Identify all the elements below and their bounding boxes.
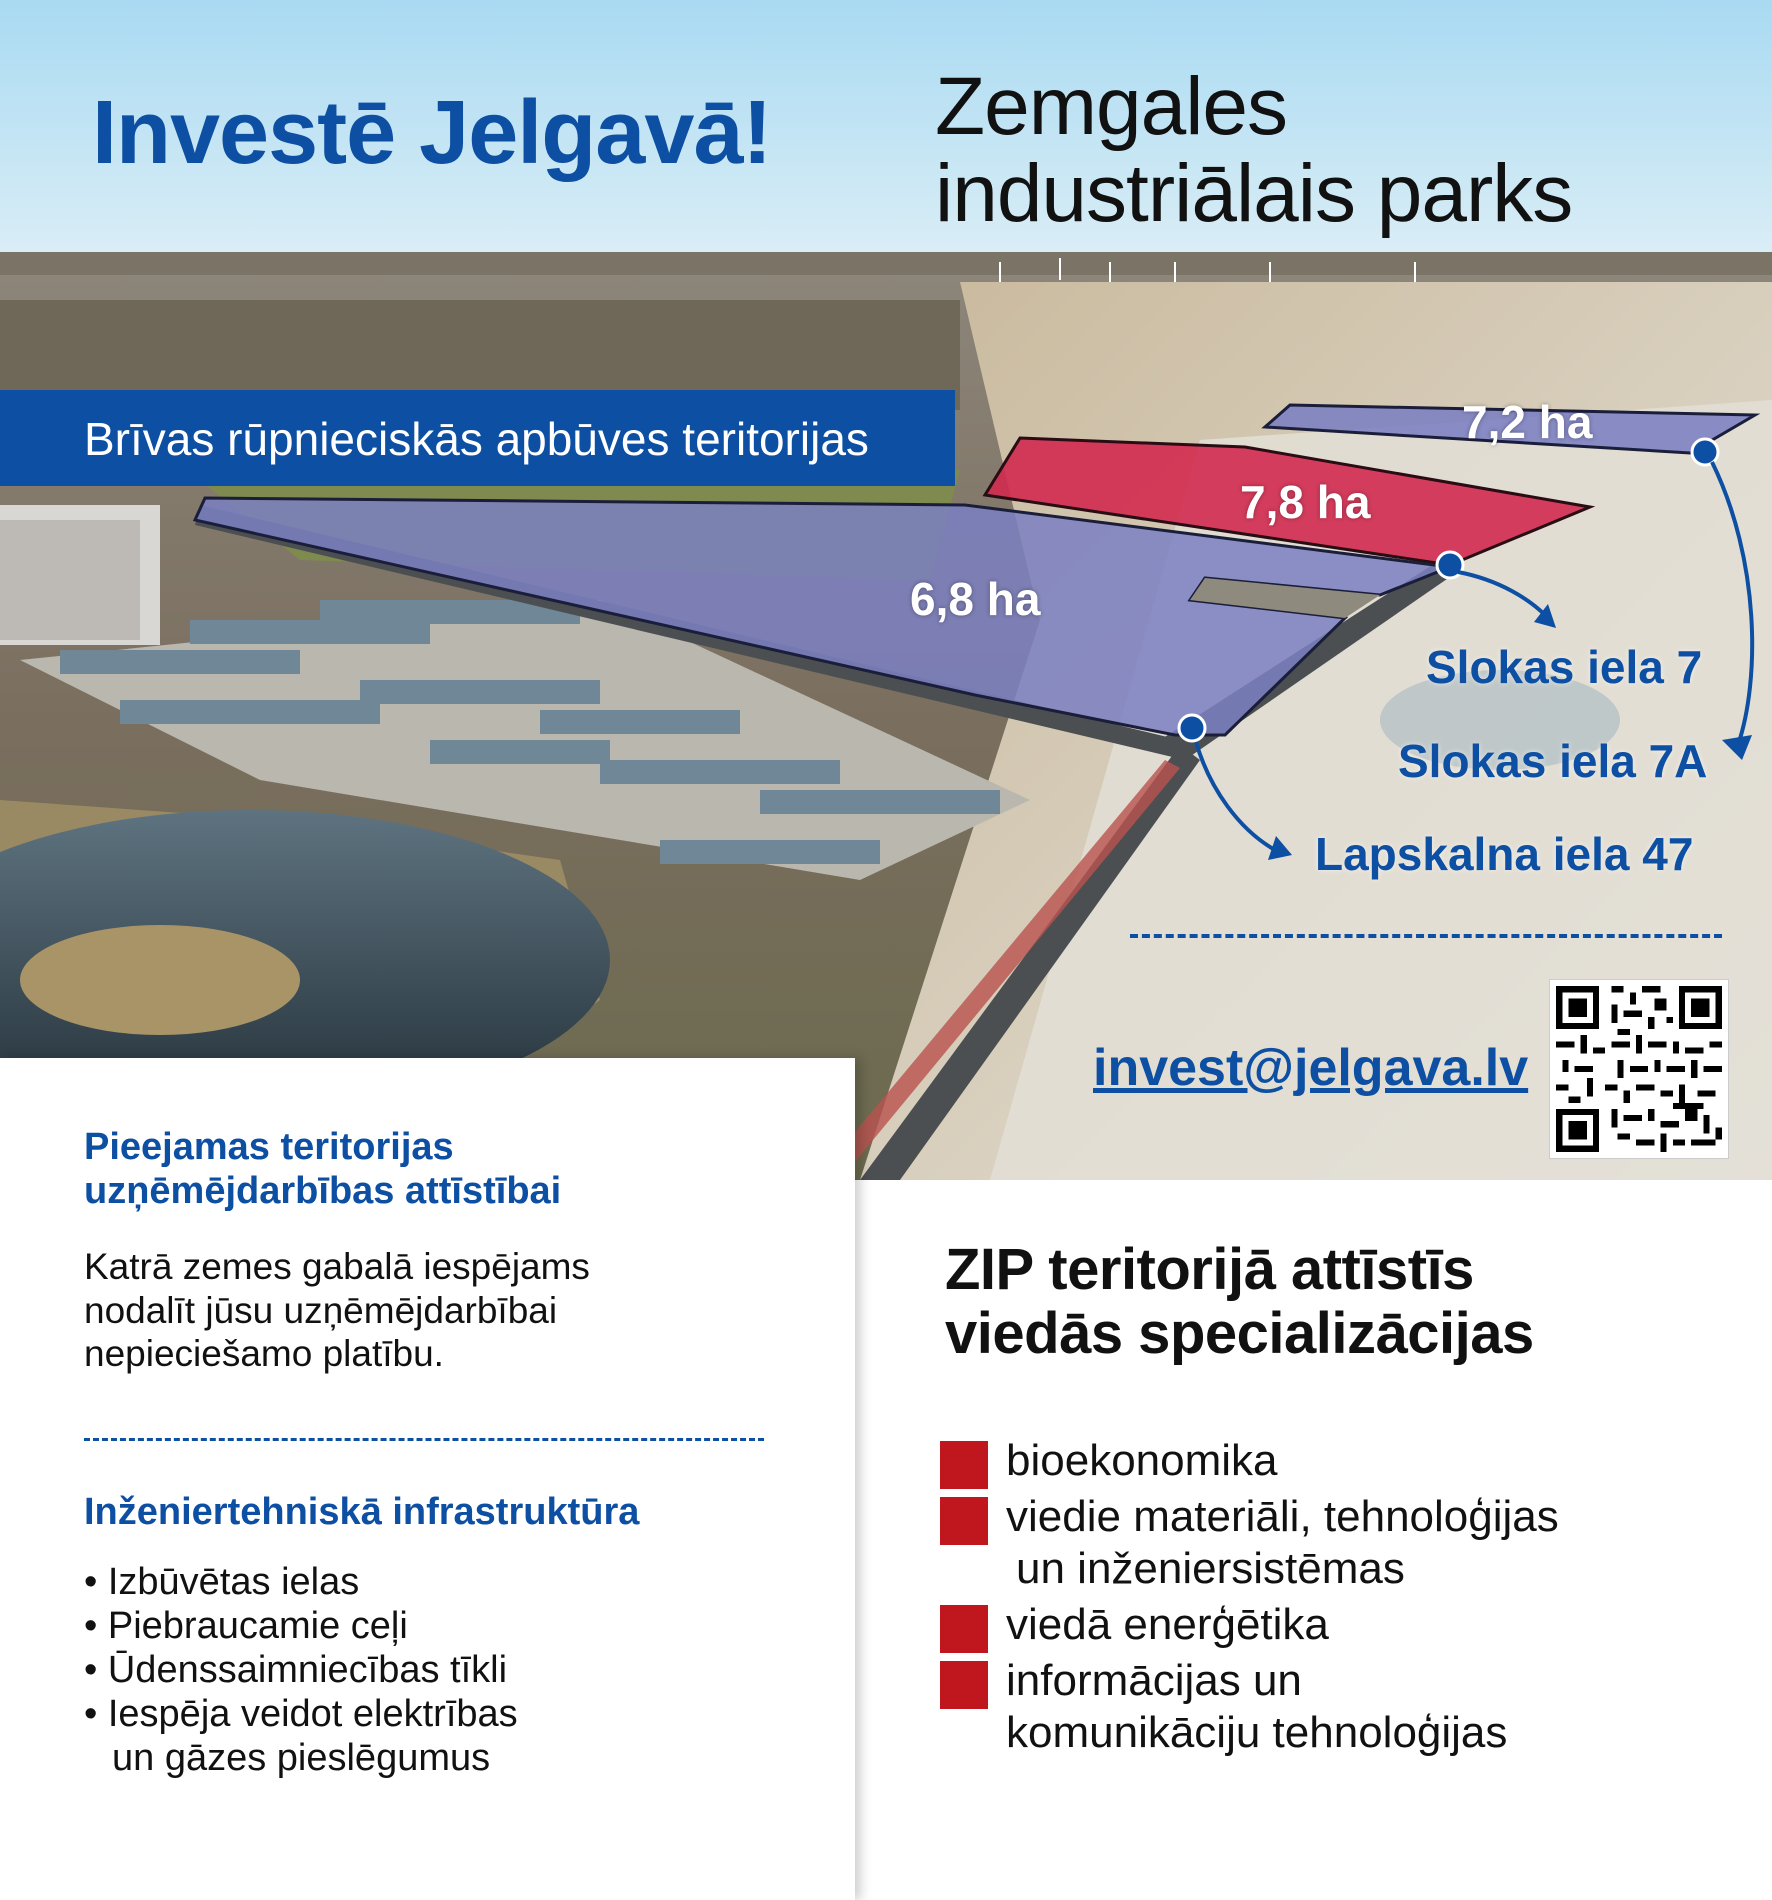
contact-divider	[1130, 934, 1722, 938]
park-title-line: Zemgales	[935, 61, 1288, 152]
list-item-text: bioekonomika	[1006, 1436, 1278, 1485]
section-divider	[84, 1438, 764, 1441]
availability-text	[84, 1245, 590, 1376]
address-lapskalna-47: Lapskalna iela 47	[1315, 828, 1694, 880]
red-square-icon	[940, 1661, 988, 1709]
list-item-text: • Piebraucamie ceļi	[84, 1605, 408, 1648]
qr-code-icon[interactable]	[1550, 980, 1728, 1158]
red-square-icon	[940, 1441, 988, 1489]
list-item-text: • Izbūvētas ielas	[84, 1561, 360, 1603]
availability-text-line: nodalīt jūsu uzņēmējdarbībai	[84, 1289, 558, 1331]
banner-text: Brīvas rūpnieciskās apbūves teritorijas	[84, 413, 869, 465]
list-item	[940, 1491, 1559, 1595]
availability-heading	[84, 1125, 561, 1214]
plot-label-7-8: 7,8 ha	[1240, 476, 1371, 528]
list-item	[84, 1560, 518, 1604]
list-item	[940, 1655, 1559, 1759]
red-square-icon	[940, 1497, 988, 1545]
list-item-text: viedie materiāli, tehnoloģijas	[1006, 1491, 1559, 1541]
list-item-text: informācijas un	[1006, 1655, 1302, 1705]
list-item-text: un inženiersistēmas	[1016, 1543, 1405, 1593]
list-item	[84, 1604, 518, 1648]
specializations-heading-line: ZIP teritorijā attīstīs	[945, 1237, 1474, 1302]
list-item	[940, 1435, 1559, 1487]
plot-label-7-2: 7,2 ha	[1462, 396, 1593, 448]
plot-label-6-8: 6,8 ha	[910, 573, 1041, 625]
infrastructure-heading: Inženiertehniskā infrastruktūra	[84, 1491, 640, 1533]
list-item-text: un gāzes pieslēgumus	[112, 1737, 491, 1780]
park-title	[935, 61, 1573, 239]
infrastructure-list	[84, 1560, 518, 1780]
availability-heading-line: uzņēmējdarbības attīstībai	[84, 1170, 562, 1213]
list-item	[84, 1692, 518, 1780]
banner	[0, 390, 955, 486]
email-link[interactable]: invest@jelgava.lv	[1093, 1039, 1529, 1097]
park-title-line: industriālais parks	[935, 147, 1573, 239]
list-item	[84, 1648, 518, 1692]
availability-text-line: nepieciešamo platību.	[84, 1333, 444, 1375]
headline: Investē Jelgavā!	[92, 83, 772, 183]
list-item-text: komunikāciju tehnoloģijas	[1006, 1707, 1508, 1757]
specializations-heading-line: viedās specializācijas	[945, 1300, 1534, 1366]
address-slokas-7a: Slokas iela 7A	[1398, 735, 1708, 787]
availability-text-line: Katrā zemes gabalā iespējams	[84, 1246, 590, 1287]
list-item	[940, 1599, 1559, 1651]
availability-heading-line: Pieejamas teritorijas	[84, 1126, 454, 1168]
list-item-text: • Iespēja veidot elektrības	[84, 1693, 518, 1736]
list-item-text: viedā enerģētika	[1006, 1599, 1329, 1649]
specializations-heading	[945, 1238, 1534, 1366]
specializations-list	[940, 1435, 1559, 1762]
list-item-text: • Ūdenssaimniecības tīkli	[84, 1649, 508, 1692]
qr-code-graphic	[1550, 980, 1728, 1158]
address-slokas-7: Slokas iela 7	[1426, 641, 1703, 693]
red-square-icon	[940, 1605, 988, 1653]
